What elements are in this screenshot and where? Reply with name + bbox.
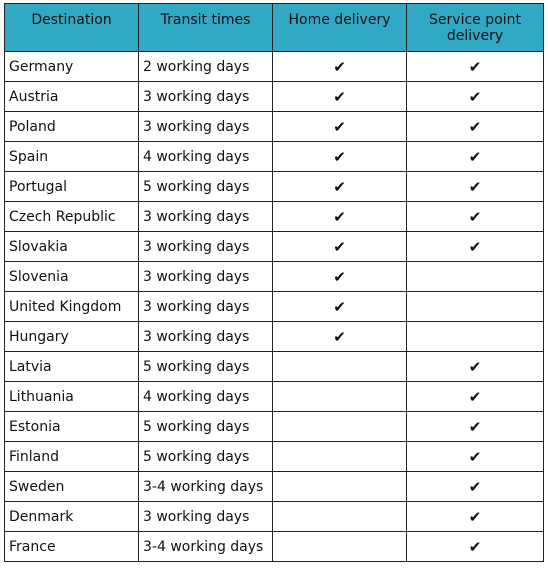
transit-time-cell: 3 working days: [139, 112, 273, 142]
service-point-delivery-cell: [407, 322, 544, 352]
transit-time-cell: 5 working days: [139, 172, 273, 202]
destination-cell: Lithuania: [5, 382, 139, 412]
checkmark-icon: ✔: [333, 327, 346, 346]
transit-time-cell: 3 working days: [139, 322, 273, 352]
home-delivery-cell: [273, 172, 407, 202]
checkmark-icon: ✔: [468, 87, 482, 106]
table-row: [5, 82, 544, 112]
service-point-delivery-cell: [407, 172, 544, 202]
destination-cell: France: [5, 532, 139, 562]
destination-cell: Germany: [5, 52, 139, 82]
destination-cell: Finland: [5, 442, 139, 472]
checkmark-icon: ✔: [333, 237, 346, 256]
checkmark-icon: ✔: [468, 447, 482, 466]
transit-time-cell: 4 working days: [139, 382, 273, 412]
service-point-delivery-cell: [407, 292, 544, 322]
checkmark-icon: ✔: [468, 387, 482, 406]
checkmark-icon: ✔: [333, 87, 346, 106]
service-point-delivery-cell: [407, 352, 544, 382]
transit-time-cell: 3 working days: [139, 502, 273, 532]
destination-cell: Slovakia: [5, 232, 139, 262]
home-delivery-cell: [273, 232, 407, 262]
service-point-delivery-cell: [407, 412, 544, 442]
checkmark-icon: ✔: [333, 57, 346, 76]
checkmark-icon: ✔: [468, 117, 482, 136]
checkmark-icon: ✔: [333, 207, 346, 226]
service-point-delivery-cell: [407, 202, 544, 232]
checkmark-icon: ✔: [468, 207, 482, 226]
header-home-delivery: Home delivery: [273, 4, 407, 52]
table-row: [5, 532, 544, 562]
transit-time-cell: 3 working days: [139, 232, 273, 262]
home-delivery-cell: [273, 112, 407, 142]
home-delivery-cell: [273, 382, 407, 412]
destination-cell: Hungary: [5, 322, 139, 352]
home-delivery-cell: [273, 262, 407, 292]
table-row: [5, 262, 544, 292]
home-delivery-cell: [273, 472, 407, 502]
table-row: [5, 292, 544, 322]
transit-time-cell: 3-4 working days: [139, 532, 273, 562]
checkmark-icon: ✔: [468, 237, 482, 256]
checkmark-icon: ✔: [468, 57, 482, 76]
home-delivery-cell: [273, 502, 407, 532]
transit-time-cell: 5 working days: [139, 352, 273, 382]
transit-time-cell: 3 working days: [139, 202, 273, 232]
home-delivery-cell: [273, 532, 407, 562]
destination-cell: Portugal: [5, 172, 139, 202]
checkmark-icon: ✔: [468, 537, 482, 556]
destination-cell: United Kingdom: [5, 292, 139, 322]
checkmark-icon: ✔: [468, 477, 482, 496]
table-row: [5, 232, 544, 262]
home-delivery-cell: [273, 442, 407, 472]
destination-cell: Poland: [5, 112, 139, 142]
checkmark-icon: ✔: [333, 117, 346, 136]
destination-cell: Austria: [5, 82, 139, 112]
table-row: [5, 442, 544, 472]
header-row: [5, 4, 544, 52]
checkmark-icon: ✔: [468, 417, 482, 436]
service-point-delivery-cell: [407, 262, 544, 292]
checkmark-icon: ✔: [468, 357, 482, 376]
table-body: [5, 52, 544, 562]
transit-time-cell: 3 working days: [139, 262, 273, 292]
destination-cell: Slovenia: [5, 262, 139, 292]
table-row: [5, 112, 544, 142]
checkmark-icon: ✔: [468, 177, 482, 196]
home-delivery-cell: [273, 82, 407, 112]
service-point-delivery-cell: [407, 112, 544, 142]
checkmark-icon: ✔: [333, 297, 346, 316]
service-point-delivery-cell: [407, 82, 544, 112]
home-delivery-cell: [273, 202, 407, 232]
service-point-delivery-cell: [407, 232, 544, 262]
table-row: [5, 172, 544, 202]
home-delivery-cell: [273, 322, 407, 352]
service-point-delivery-cell: [407, 442, 544, 472]
home-delivery-cell: [273, 52, 407, 82]
header-destination: Destination: [5, 4, 139, 52]
header-transit-times: Transit times: [139, 4, 273, 52]
home-delivery-cell: [273, 142, 407, 172]
checkmark-icon: ✔: [468, 507, 482, 526]
destination-cell: Latvia: [5, 352, 139, 382]
checkmark-icon: ✔: [333, 147, 346, 166]
destination-cell: Spain: [5, 142, 139, 172]
delivery-table: [4, 3, 544, 562]
transit-time-cell: 5 working days: [139, 412, 273, 442]
transit-time-cell: 2 working days: [139, 52, 273, 82]
service-point-delivery-cell: [407, 502, 544, 532]
home-delivery-cell: [273, 292, 407, 322]
transit-time-cell: 4 working days: [139, 142, 273, 172]
service-point-delivery-cell: [407, 472, 544, 502]
service-point-delivery-cell: [407, 382, 544, 412]
destination-cell: Denmark: [5, 502, 139, 532]
table-row: [5, 502, 544, 532]
table-header: [5, 4, 544, 52]
destination-cell: Estonia: [5, 412, 139, 442]
service-point-delivery-cell: [407, 532, 544, 562]
destination-cell: Czech Republic: [5, 202, 139, 232]
destination-cell: Sweden: [5, 472, 139, 502]
transit-time-cell: 3-4 working days: [139, 472, 273, 502]
table-row: [5, 52, 544, 82]
table-row: [5, 142, 544, 172]
checkmark-icon: ✔: [468, 147, 482, 166]
home-delivery-cell: [273, 412, 407, 442]
transit-time-cell: 3 working days: [139, 82, 273, 112]
service-point-delivery-cell: [407, 52, 544, 82]
checkmark-icon: ✔: [333, 267, 346, 286]
table-row: [5, 472, 544, 502]
table-row: [5, 382, 544, 412]
transit-time-cell: 5 working days: [139, 442, 273, 472]
table-row: [5, 202, 544, 232]
home-delivery-cell: [273, 352, 407, 382]
table-row: [5, 322, 544, 352]
header-service-point-delivery: Service point delivery: [407, 4, 544, 52]
transit-time-cell: 3 working days: [139, 292, 273, 322]
table-row: [5, 412, 544, 442]
table-row: [5, 352, 544, 382]
service-point-delivery-cell: [407, 142, 544, 172]
delivery-table-container: [4, 3, 544, 562]
checkmark-icon: ✔: [333, 177, 346, 196]
